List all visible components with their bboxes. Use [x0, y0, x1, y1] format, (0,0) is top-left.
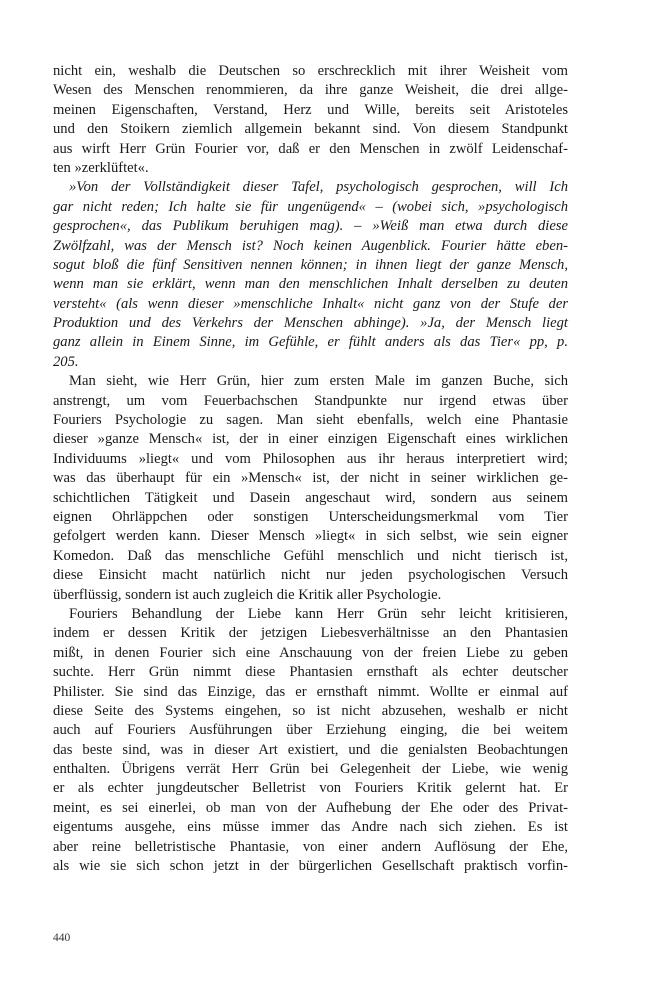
text-line: aus wirft Herr Grün Fourier vor, daß er den Menschen in zwölf Leidenschaf- — [53, 140, 568, 157]
quote-line: »Von der Vollständigkeit dieser Tafel, psychologisch gesprochen, will Ich — [69, 179, 568, 196]
paragraph — [53, 605, 568, 876]
quote-paragraph — [53, 178, 568, 372]
quote-line: Produktion und des Verkehrs der Menschen abhinge). »Ja, der Mensch liegt — [53, 315, 568, 332]
quote-line: versteht« (als wenn dieser »menschliche Inhalt« nicht ganz von der Stufe der — [53, 295, 568, 312]
page-body — [53, 62, 568, 876]
text-line: er als echter jungdeutscher Belletrist von Fouriers Kritik gelernt hat. Er — [53, 780, 568, 797]
text-line: Wesen des Menschen renommieren, da ihre ganze Weisheit, die drei allge- — [53, 82, 568, 99]
page-number: 440 — [53, 932, 71, 944]
quote-line: wenn man sie erklärt, wenn man den menschlichen Inhalt derselben zu deuten — [53, 276, 568, 293]
text-line: und den Stoikern ziemlich allgemein bekannt sind. Von diesem Standpunkt — [53, 121, 568, 138]
text-line: indem er dessen Kritik der jetzigen Liebesverhältnisse an den Phantasien — [53, 625, 568, 642]
quote-line: gar nicht reden; Ich halte sie für ungenügend« – (wobei sich, »psychologisch — [53, 198, 568, 215]
text-line: anstrengt, um vom Feuerbachschen Standpunkte nur irgend etwas über — [53, 392, 568, 409]
text-line: Man sieht, wie Herr Grün, hier zum ersten Male im ganzen Buche, sich — [69, 373, 568, 390]
quote-line: ganz allein in Einem Sinne, im Gefühle, er fühlt anders als das Tier« pp, p. — [53, 334, 568, 351]
text-line: Komedon. Daß das menschliche Gefühl menschlich und nicht tierisch ist, — [53, 547, 568, 564]
paragraph — [53, 372, 568, 605]
quote-line: 205. — [53, 353, 79, 370]
text-line: Fouriers Behandlung der Liebe kann Herr Grün sehr leicht kritisieren, — [69, 605, 568, 622]
text-line: diese Einsicht macht natürlich nicht nur jeden psychologischen Versuch — [53, 567, 568, 584]
text-line: suchte. Herr Grün nimmt diese Phantasien ernsthaft als echter deutscher — [53, 664, 568, 681]
text-line: nicht ein, weshalb die Deutschen so erschrecklich mit ihrer Weisheit vom — [53, 63, 568, 79]
text-line: das beste sind, was in dieser Art existiert, und die genialsten Beobachtungen — [53, 741, 568, 758]
text-line: was das überhaupt für ein »Mensch« ist, der nicht in seiner wirklichen ge- — [53, 470, 568, 487]
quote-line: gesprochen«, das Publikum beruhigen mag). – »Weiß man etwa durch diese — [53, 218, 568, 235]
paragraph — [53, 62, 568, 178]
text-line: Philister. Sie sind das Einzige, das er ernsthaft nimmt. Wollte er einmal auf — [53, 683, 568, 700]
text-line: dieser »ganze Mensch« ist, der in einer einzigen Eigenschaft eines wirklichen — [53, 431, 568, 448]
text-line: enthalten. Übrigens verrät Herr Grün bei Gelegenheit der Liebe, wie wenig — [53, 761, 568, 778]
text-line: eignen Ohrläppchen oder sonstigen Unterscheidungsmerkmal vom Tier — [53, 508, 568, 525]
text-line: auch auf Fouriers Ausführungen über Erziehung einging, die bei weitem — [53, 722, 568, 739]
text-line: überflüssig, sondern ist auch zugleich die Kritik aller Psychologie. — [53, 586, 442, 603]
text-line: schichtlichen Tätigkeit und Dasein angeschaut wird, sondern aus seinem — [53, 489, 568, 506]
quote-line: sogut bloß die fünf Sensitiven nennen können; in ihnen liegt der ganze Mensch, — [53, 256, 568, 273]
text-line: mißt, in denen Fourier sich eine Anschauung von der freien Liebe zu geben — [53, 644, 568, 661]
text-line: ten »zerklüftet«. — [53, 159, 149, 176]
quote-line: Zwölfzahl, was der Mensch ist? Noch keinen Augenblick. Fourier hätte eben- — [53, 237, 568, 254]
text-line: Fouriers Psychologie zu sagen. Man sieht ebenfalls, welch eine Phantasie — [53, 412, 568, 429]
text-line: Individuums »liegt« und vom Philosophen aus ihr heraus interpretiert wird; — [53, 450, 568, 467]
text-line: eigentums ausgehe, eins müsse immer das Andre nach sich ziehen. Es ist — [53, 819, 568, 836]
text-line: aber reine belletristische Phantasie, von einer andern Auflösung der Ehe, — [53, 838, 568, 855]
text-line: diese Seite des Systems eingehen, so ist nicht abzusehen, weshalb er nicht — [53, 702, 568, 719]
text-line: gefolgert werden kann. Dieser Mensch »liegt« in sich selbst, wie sein eigner — [53, 528, 568, 545]
text-line: meint, es sei einerlei, ob man von der Aufhebung der Ehe oder des Privat- — [53, 799, 568, 816]
text-line: als wie sie sich schon jetzt in der bürgerlichen Gesellschaft praktisch vorfin- — [53, 858, 568, 875]
text-line: meinen Eigenschaften, Verstand, Herz und Wille, bereits seit Aristoteles — [53, 101, 568, 118]
